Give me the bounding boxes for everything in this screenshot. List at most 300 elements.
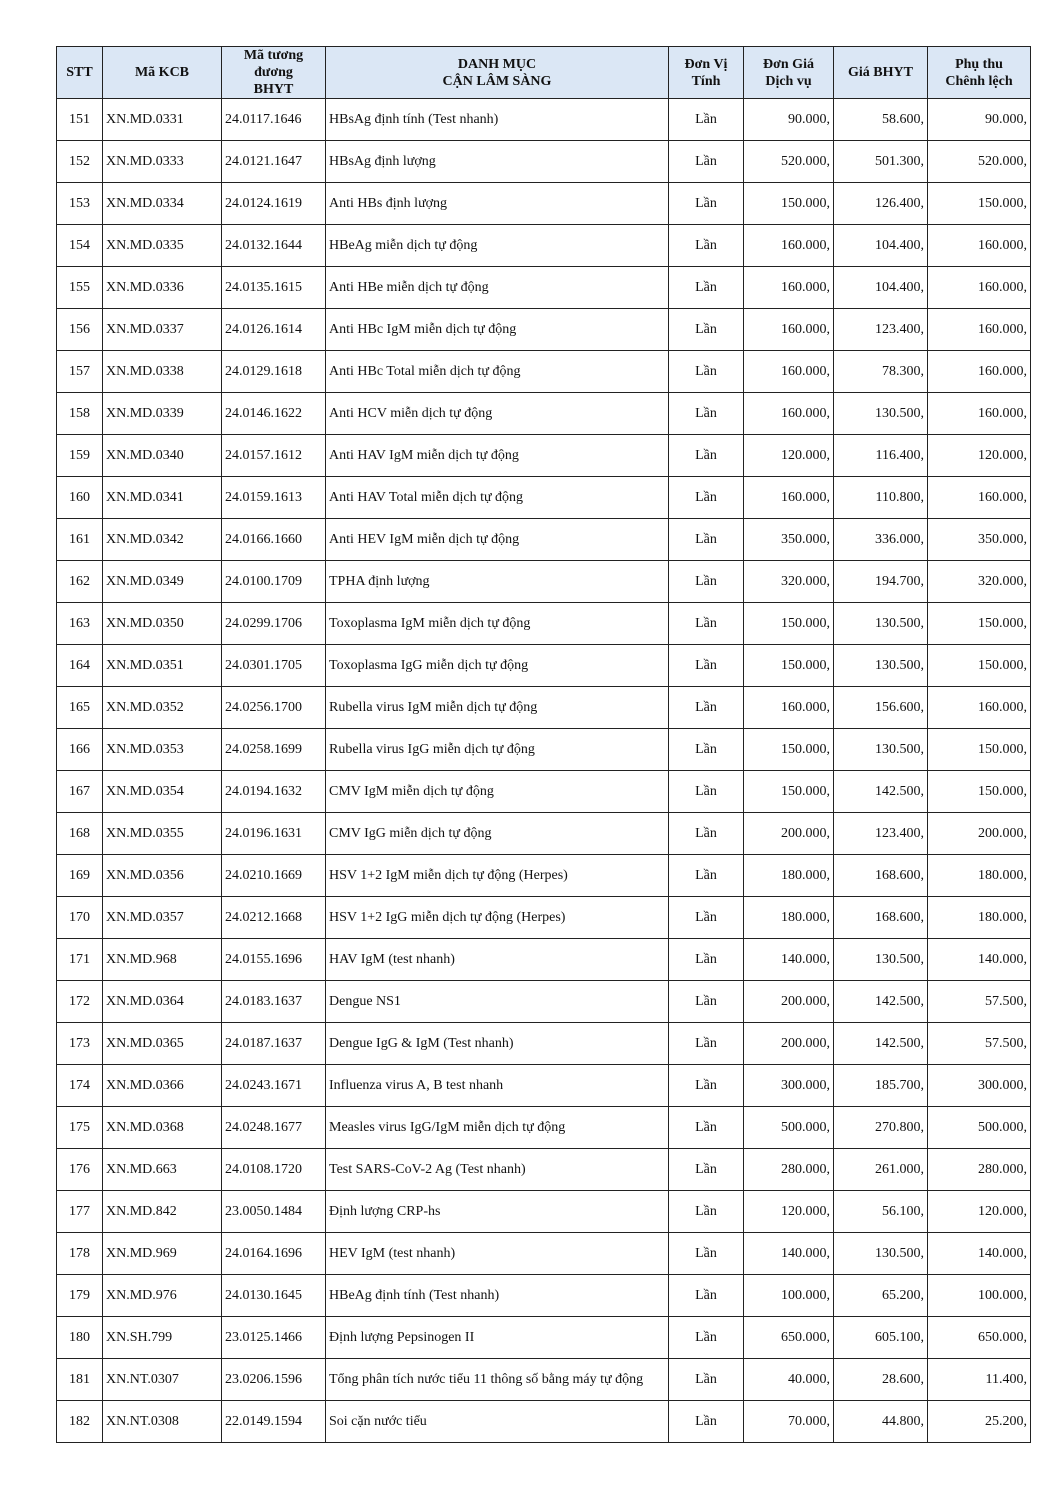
- cell-unit: Lần: [669, 897, 744, 939]
- cell-service-name: Anti HBe miễn dịch tự động: [326, 267, 669, 309]
- cell-surcharge: 140.000,: [928, 1233, 1031, 1275]
- cell-surcharge: 280.000,: [928, 1149, 1031, 1191]
- header-ma-tuong-duong-line: Mã tương: [243, 48, 304, 63]
- cell-stt: 152: [57, 141, 103, 183]
- cell-service-name: Anti HCV miễn dịch tự động: [326, 393, 669, 435]
- cell-service-name: Dengue IgG & IgM (Test nhanh): [326, 1023, 669, 1065]
- cell-ma-kcb: XN.MD.842: [103, 1191, 222, 1233]
- cell-service-name: Anti HAV Total miễn dịch tự động: [326, 477, 669, 519]
- cell-unit: Lần: [669, 1191, 744, 1233]
- cell-surcharge: 500.000,: [928, 1107, 1031, 1149]
- cell-ma-kcb: XN.MD.0339: [103, 393, 222, 435]
- cell-stt: 160: [57, 477, 103, 519]
- cell-stt: 163: [57, 603, 103, 645]
- cell-unit: Lần: [669, 267, 744, 309]
- cell-surcharge: 520.000,: [928, 141, 1031, 183]
- cell-service-price: 160.000,: [744, 351, 834, 393]
- cell-unit: Lần: [669, 351, 744, 393]
- cell-ma-bhyt: 24.0132.1644: [222, 225, 326, 267]
- header-stt: STT: [57, 47, 103, 99]
- cell-service-price: 350.000,: [744, 519, 834, 561]
- cell-ma-bhyt: 23.0125.1466: [222, 1317, 326, 1359]
- cell-ma-bhyt: 24.0256.1700: [222, 687, 326, 729]
- cell-bhyt-price: 194.700,: [834, 561, 928, 603]
- cell-ma-bhyt: 24.0212.1668: [222, 897, 326, 939]
- cell-surcharge: 140.000,: [928, 939, 1031, 981]
- cell-unit: Lần: [669, 477, 744, 519]
- cell-stt: 173: [57, 1023, 103, 1065]
- cell-stt: 181: [57, 1359, 103, 1401]
- cell-surcharge: 160.000,: [928, 477, 1031, 519]
- cell-service-price: 120.000,: [744, 1191, 834, 1233]
- cell-ma-kcb: XN.MD.969: [103, 1233, 222, 1275]
- cell-surcharge: 57.500,: [928, 1023, 1031, 1065]
- header-ma-tuong-duong: [222, 47, 326, 99]
- table-row: [57, 687, 1031, 729]
- cell-unit: Lần: [669, 603, 744, 645]
- cell-service-name: Dengue NS1: [326, 981, 669, 1023]
- cell-surcharge: 160.000,: [928, 393, 1031, 435]
- cell-service-name: Định lượng Pepsinogen II: [326, 1317, 669, 1359]
- table-row: [57, 519, 1031, 561]
- cell-bhyt-price: 123.400,: [834, 813, 928, 855]
- cell-service-name: HSV 1+2 IgG miễn dịch tự động (Herpes): [326, 897, 669, 939]
- cell-ma-kcb: XN.MD.0364: [103, 981, 222, 1023]
- cell-service-name: Soi cặn nước tiểu: [326, 1401, 669, 1443]
- table-row: [57, 1149, 1031, 1191]
- cell-service-name: HAV IgM (test nhanh): [326, 939, 669, 981]
- cell-service-price: 180.000,: [744, 897, 834, 939]
- cell-bhyt-price: 126.400,: [834, 183, 928, 225]
- cell-service-price: 650.000,: [744, 1317, 834, 1359]
- cell-ma-kcb: XN.MD.0366: [103, 1065, 222, 1107]
- cell-service-price: 150.000,: [744, 603, 834, 645]
- header-phu-thu: [928, 47, 1031, 99]
- cell-ma-bhyt: 24.0157.1612: [222, 435, 326, 477]
- cell-stt: 182: [57, 1401, 103, 1443]
- cell-service-name: Anti HBc IgM miễn dịch tự động: [326, 309, 669, 351]
- cell-unit: Lần: [669, 1233, 744, 1275]
- table-row: [57, 645, 1031, 687]
- table-row: [57, 99, 1031, 141]
- cell-surcharge: 180.000,: [928, 855, 1031, 897]
- cell-surcharge: 120.000,: [928, 435, 1031, 477]
- cell-ma-bhyt: 24.0248.1677: [222, 1107, 326, 1149]
- cell-service-price: 160.000,: [744, 267, 834, 309]
- cell-ma-kcb: XN.MD.0355: [103, 813, 222, 855]
- cell-unit: Lần: [669, 1401, 744, 1443]
- table-row: [57, 267, 1031, 309]
- header-phu-thu-line: Phụ thu: [955, 56, 1003, 72]
- cell-surcharge: 300.000,: [928, 1065, 1031, 1107]
- cell-unit: Lần: [669, 225, 744, 267]
- cell-surcharge: 200.000,: [928, 813, 1031, 855]
- cell-service-name: Toxoplasma IgG miễn dịch tự động: [326, 645, 669, 687]
- cell-stt: 179: [57, 1275, 103, 1317]
- cell-ma-kcb: XN.MD.0335: [103, 225, 222, 267]
- cell-surcharge: 350.000,: [928, 519, 1031, 561]
- cell-ma-kcb: XN.MD.0352: [103, 687, 222, 729]
- cell-unit: Lần: [669, 1107, 744, 1149]
- table-row: [57, 1233, 1031, 1275]
- cell-ma-bhyt: 24.0166.1660: [222, 519, 326, 561]
- cell-bhyt-price: 44.800,: [834, 1401, 928, 1443]
- cell-surcharge: 150.000,: [928, 729, 1031, 771]
- table-row: [57, 351, 1031, 393]
- cell-service-price: 160.000,: [744, 687, 834, 729]
- cell-service-name: Anti HBs định lượng: [326, 183, 669, 225]
- cell-service-name: HBsAg định lượng: [326, 141, 669, 183]
- cell-ma-bhyt: 24.0210.1669: [222, 855, 326, 897]
- cell-service-name: Toxoplasma IgM miễn dịch tự động: [326, 603, 669, 645]
- cell-service-name: HBsAg định tính (Test nhanh): [326, 99, 669, 141]
- cell-stt: 166: [57, 729, 103, 771]
- table-row: [57, 1023, 1031, 1065]
- cell-unit: Lần: [669, 141, 744, 183]
- cell-stt: 168: [57, 813, 103, 855]
- cell-service-price: 150.000,: [744, 729, 834, 771]
- table-row: [57, 897, 1031, 939]
- cell-service-price: 120.000,: [744, 435, 834, 477]
- cell-service-name: Anti HAV IgM miễn dịch tự động: [326, 435, 669, 477]
- cell-service-price: 180.000,: [744, 855, 834, 897]
- cell-service-price: 160.000,: [744, 309, 834, 351]
- table-row: [57, 183, 1031, 225]
- cell-bhyt-price: 116.400,: [834, 435, 928, 477]
- table-row: [57, 813, 1031, 855]
- cell-surcharge: 150.000,: [928, 771, 1031, 813]
- cell-bhyt-price: 130.500,: [834, 1233, 928, 1275]
- cell-stt: 161: [57, 519, 103, 561]
- cell-unit: Lần: [669, 393, 744, 435]
- cell-service-name: Measles virus IgG/IgM miễn dịch tự động: [326, 1107, 669, 1149]
- cell-ma-bhyt: 24.0164.1696: [222, 1233, 326, 1275]
- header-danh-muc-line: DANH MỤC: [457, 56, 537, 72]
- cell-service-price: 160.000,: [744, 393, 834, 435]
- cell-surcharge: 650.000,: [928, 1317, 1031, 1359]
- table-row: [57, 855, 1031, 897]
- cell-unit: Lần: [669, 519, 744, 561]
- cell-ma-kcb: XN.MD.0368: [103, 1107, 222, 1149]
- cell-ma-bhyt: 24.0299.1706: [222, 603, 326, 645]
- cell-ma-kcb: XN.MD.0337: [103, 309, 222, 351]
- cell-bhyt-price: 104.400,: [834, 267, 928, 309]
- cell-unit: Lần: [669, 771, 744, 813]
- cell-ma-kcb: XN.MD.0357: [103, 897, 222, 939]
- cell-stt: 165: [57, 687, 103, 729]
- header-row: [57, 47, 1031, 99]
- cell-bhyt-price: 130.500,: [834, 729, 928, 771]
- cell-surcharge: 160.000,: [928, 687, 1031, 729]
- cell-stt: 156: [57, 309, 103, 351]
- cell-surcharge: 160.000,: [928, 351, 1031, 393]
- cell-ma-bhyt: 24.0183.1637: [222, 981, 326, 1023]
- table-row: [57, 1191, 1031, 1233]
- table-row: [57, 477, 1031, 519]
- cell-bhyt-price: 56.100,: [834, 1191, 928, 1233]
- cell-bhyt-price: 123.400,: [834, 309, 928, 351]
- cell-ma-kcb: XN.MD.0342: [103, 519, 222, 561]
- cell-ma-bhyt: 24.0126.1614: [222, 309, 326, 351]
- header-don-gia-line: Dịch vụ: [765, 73, 812, 89]
- header-don-gia-line: Đơn Giá: [763, 56, 814, 72]
- cell-stt: 167: [57, 771, 103, 813]
- cell-service-price: 200.000,: [744, 981, 834, 1023]
- cell-service-name: Tổng phân tích nước tiểu 11 thông số bằng máy tự động: [326, 1359, 669, 1401]
- cell-unit: Lần: [669, 1023, 744, 1065]
- cell-surcharge: 90.000,: [928, 99, 1031, 141]
- cell-ma-bhyt: 24.0108.1720: [222, 1149, 326, 1191]
- cell-stt: 172: [57, 981, 103, 1023]
- cell-surcharge: 150.000,: [928, 645, 1031, 687]
- cell-ma-kcb: XN.MD.663: [103, 1149, 222, 1191]
- cell-ma-bhyt: 24.0135.1615: [222, 267, 326, 309]
- cell-service-name: Định lượng CRP-hs: [326, 1191, 669, 1233]
- cell-ma-kcb: XN.MD.0353: [103, 729, 222, 771]
- cell-stt: 151: [57, 99, 103, 141]
- cell-unit: Lần: [669, 99, 744, 141]
- cell-ma-bhyt: 24.0194.1632: [222, 771, 326, 813]
- cell-surcharge: 180.000,: [928, 897, 1031, 939]
- cell-bhyt-price: 110.800,: [834, 477, 928, 519]
- cell-bhyt-price: 142.500,: [834, 771, 928, 813]
- table-row: [57, 141, 1031, 183]
- header-don-gia: [744, 47, 834, 99]
- cell-service-price: 40.000,: [744, 1359, 834, 1401]
- cell-bhyt-price: 142.500,: [834, 1023, 928, 1065]
- cell-stt: 174: [57, 1065, 103, 1107]
- cell-stt: 169: [57, 855, 103, 897]
- cell-bhyt-price: 28.600,: [834, 1359, 928, 1401]
- cell-surcharge: 120.000,: [928, 1191, 1031, 1233]
- cell-ma-bhyt: 24.0130.1645: [222, 1275, 326, 1317]
- cell-service-name: Anti HBc Total miễn dịch tự động: [326, 351, 669, 393]
- cell-surcharge: 100.000,: [928, 1275, 1031, 1317]
- cell-bhyt-price: 130.500,: [834, 645, 928, 687]
- cell-surcharge: 150.000,: [928, 603, 1031, 645]
- cell-ma-bhyt: 24.0159.1613: [222, 477, 326, 519]
- cell-unit: Lần: [669, 645, 744, 687]
- table-row: [57, 393, 1031, 435]
- table-row: [57, 771, 1031, 813]
- header-gia-bhyt: Giá BHYT: [834, 47, 928, 99]
- cell-surcharge: 25.200,: [928, 1401, 1031, 1443]
- cell-service-name: Influenza virus A, B test nhanh: [326, 1065, 669, 1107]
- cell-ma-bhyt: 24.0243.1671: [222, 1065, 326, 1107]
- table-row: [57, 939, 1031, 981]
- cell-stt: 158: [57, 393, 103, 435]
- cell-service-price: 100.000,: [744, 1275, 834, 1317]
- cell-unit: Lần: [669, 939, 744, 981]
- cell-service-name: HEV IgM (test nhanh): [326, 1233, 669, 1275]
- cell-stt: 162: [57, 561, 103, 603]
- table-row: [57, 225, 1031, 267]
- cell-surcharge: 320.000,: [928, 561, 1031, 603]
- cell-service-price: 150.000,: [744, 645, 834, 687]
- header-danh-muc: [326, 47, 669, 99]
- table-row: [57, 1107, 1031, 1149]
- cell-surcharge: 160.000,: [928, 267, 1031, 309]
- cell-ma-kcb: XN.MD.0336: [103, 267, 222, 309]
- cell-unit: Lần: [669, 183, 744, 225]
- cell-ma-bhyt: 22.0149.1594: [222, 1401, 326, 1443]
- cell-unit: Lần: [669, 435, 744, 477]
- cell-bhyt-price: 130.500,: [834, 939, 928, 981]
- cell-ma-bhyt: 24.0100.1709: [222, 561, 326, 603]
- header-danh-muc-line: CẬN LÂM SÀNG: [442, 73, 552, 89]
- cell-service-name: CMV IgM miễn dịch tự động: [326, 771, 669, 813]
- cell-ma-kcb: XN.MD.968: [103, 939, 222, 981]
- cell-stt: 157: [57, 351, 103, 393]
- cell-bhyt-price: 65.200,: [834, 1275, 928, 1317]
- cell-ma-bhyt: 24.0129.1618: [222, 351, 326, 393]
- price-table: [56, 46, 1031, 1443]
- cell-service-price: 160.000,: [744, 225, 834, 267]
- cell-stt: 154: [57, 225, 103, 267]
- cell-ma-bhyt: 24.0196.1631: [222, 813, 326, 855]
- cell-ma-kcb: XN.MD.0365: [103, 1023, 222, 1065]
- table-row: [57, 1317, 1031, 1359]
- cell-service-price: 70.000,: [744, 1401, 834, 1443]
- cell-service-price: 140.000,: [744, 1233, 834, 1275]
- cell-service-name: Anti HEV IgM miễn dịch tự động: [326, 519, 669, 561]
- cell-bhyt-price: 58.600,: [834, 99, 928, 141]
- cell-unit: Lần: [669, 561, 744, 603]
- cell-ma-bhyt: 24.0121.1647: [222, 141, 326, 183]
- cell-bhyt-price: 336.000,: [834, 519, 928, 561]
- cell-ma-kcb: XN.MD.0341: [103, 477, 222, 519]
- cell-ma-kcb: XN.MD.0351: [103, 645, 222, 687]
- cell-surcharge: 11.400,: [928, 1359, 1031, 1401]
- table-row: [57, 309, 1031, 351]
- cell-ma-bhyt: 24.0155.1696: [222, 939, 326, 981]
- cell-ma-bhyt: 24.0258.1699: [222, 729, 326, 771]
- cell-unit: Lần: [669, 1275, 744, 1317]
- cell-bhyt-price: 168.600,: [834, 897, 928, 939]
- cell-service-name: HBeAg miễn dịch tự động: [326, 225, 669, 267]
- cell-unit: Lần: [669, 1065, 744, 1107]
- cell-unit: Lần: [669, 687, 744, 729]
- cell-service-price: 150.000,: [744, 771, 834, 813]
- cell-service-price: 140.000,: [744, 939, 834, 981]
- cell-service-price: 280.000,: [744, 1149, 834, 1191]
- header-ma-tuong-duong-line: đương: [254, 65, 293, 80]
- cell-ma-kcb: XN.MD.0331: [103, 99, 222, 141]
- cell-ma-bhyt: 23.0050.1484: [222, 1191, 326, 1233]
- header-ma-tuong-duong-line: BHYT: [253, 82, 294, 97]
- cell-service-name: TPHA định lượng: [326, 561, 669, 603]
- cell-stt: 175: [57, 1107, 103, 1149]
- cell-service-name: CMV IgG miễn dịch tự động: [326, 813, 669, 855]
- cell-service-price: 200.000,: [744, 1023, 834, 1065]
- header-don-vi-line: Tính: [691, 73, 721, 89]
- cell-service-price: 520.000,: [744, 141, 834, 183]
- cell-ma-bhyt: 23.0206.1596: [222, 1359, 326, 1401]
- cell-ma-kcb: XN.MD.0349: [103, 561, 222, 603]
- cell-bhyt-price: 605.100,: [834, 1317, 928, 1359]
- cell-service-price: 200.000,: [744, 813, 834, 855]
- cell-surcharge: 150.000,: [928, 183, 1031, 225]
- cell-service-price: 300.000,: [744, 1065, 834, 1107]
- cell-unit: Lần: [669, 729, 744, 771]
- cell-bhyt-price: 142.500,: [834, 981, 928, 1023]
- cell-surcharge: 160.000,: [928, 309, 1031, 351]
- table-row: [57, 729, 1031, 771]
- cell-stt: 178: [57, 1233, 103, 1275]
- cell-bhyt-price: 104.400,: [834, 225, 928, 267]
- cell-bhyt-price: 270.800,: [834, 1107, 928, 1149]
- cell-service-name: Test SARS-CoV-2 Ag (Test nhanh): [326, 1149, 669, 1191]
- cell-service-price: 320.000,: [744, 561, 834, 603]
- cell-service-price: 150.000,: [744, 183, 834, 225]
- cell-bhyt-price: 261.000,: [834, 1149, 928, 1191]
- table-row: [57, 561, 1031, 603]
- header-ma-kcb: Mã KCB: [103, 47, 222, 99]
- table-row: [57, 981, 1031, 1023]
- header-don-vi-line: Đơn Vị: [684, 56, 728, 72]
- cell-service-price: 160.000,: [744, 477, 834, 519]
- cell-ma-kcb: XN.NT.0307: [103, 1359, 222, 1401]
- cell-bhyt-price: 78.300,: [834, 351, 928, 393]
- cell-stt: 176: [57, 1149, 103, 1191]
- cell-bhyt-price: 130.500,: [834, 393, 928, 435]
- cell-bhyt-price: 168.600,: [834, 855, 928, 897]
- header-phu-thu-line: Chênh lệch: [945, 73, 1013, 89]
- cell-ma-bhyt: 24.0124.1619: [222, 183, 326, 225]
- cell-stt: 170: [57, 897, 103, 939]
- cell-stt: 155: [57, 267, 103, 309]
- cell-stt: 180: [57, 1317, 103, 1359]
- cell-bhyt-price: 185.700,: [834, 1065, 928, 1107]
- cell-unit: Lần: [669, 309, 744, 351]
- cell-unit: Lần: [669, 1149, 744, 1191]
- header-don-vi: [669, 47, 744, 99]
- cell-ma-kcb: XN.NT.0308: [103, 1401, 222, 1443]
- cell-stt: 159: [57, 435, 103, 477]
- cell-stt: 164: [57, 645, 103, 687]
- cell-service-name: Rubella virus IgG miễn dịch tự động: [326, 729, 669, 771]
- cell-unit: Lần: [669, 1359, 744, 1401]
- cell-ma-bhyt: 24.0301.1705: [222, 645, 326, 687]
- cell-unit: Lần: [669, 855, 744, 897]
- cell-service-name: Rubella virus IgM miễn dịch tự động: [326, 687, 669, 729]
- cell-stt: 177: [57, 1191, 103, 1233]
- cell-stt: 153: [57, 183, 103, 225]
- cell-ma-bhyt: 24.0117.1646: [222, 99, 326, 141]
- cell-ma-kcb: XN.MD.0356: [103, 855, 222, 897]
- cell-ma-kcb: XN.MD.0350: [103, 603, 222, 645]
- cell-stt: 171: [57, 939, 103, 981]
- cell-ma-kcb: XN.SH.799: [103, 1317, 222, 1359]
- cell-service-name: HBeAg định tính (Test nhanh): [326, 1275, 669, 1317]
- cell-bhyt-price: 156.600,: [834, 687, 928, 729]
- table-row: [57, 1359, 1031, 1401]
- table-row: [57, 1401, 1031, 1443]
- cell-ma-bhyt: 24.0187.1637: [222, 1023, 326, 1065]
- cell-service-price: 500.000,: [744, 1107, 834, 1149]
- cell-surcharge: 160.000,: [928, 225, 1031, 267]
- cell-unit: Lần: [669, 1317, 744, 1359]
- cell-service-price: 90.000,: [744, 99, 834, 141]
- table-row: [57, 435, 1031, 477]
- table-row: [57, 1275, 1031, 1317]
- cell-ma-kcb: XN.MD.0333: [103, 141, 222, 183]
- table-row: [57, 603, 1031, 645]
- table-body: [57, 99, 1031, 1443]
- cell-bhyt-price: 501.300,: [834, 141, 928, 183]
- cell-surcharge: 57.500,: [928, 981, 1031, 1023]
- table-row: [57, 1065, 1031, 1107]
